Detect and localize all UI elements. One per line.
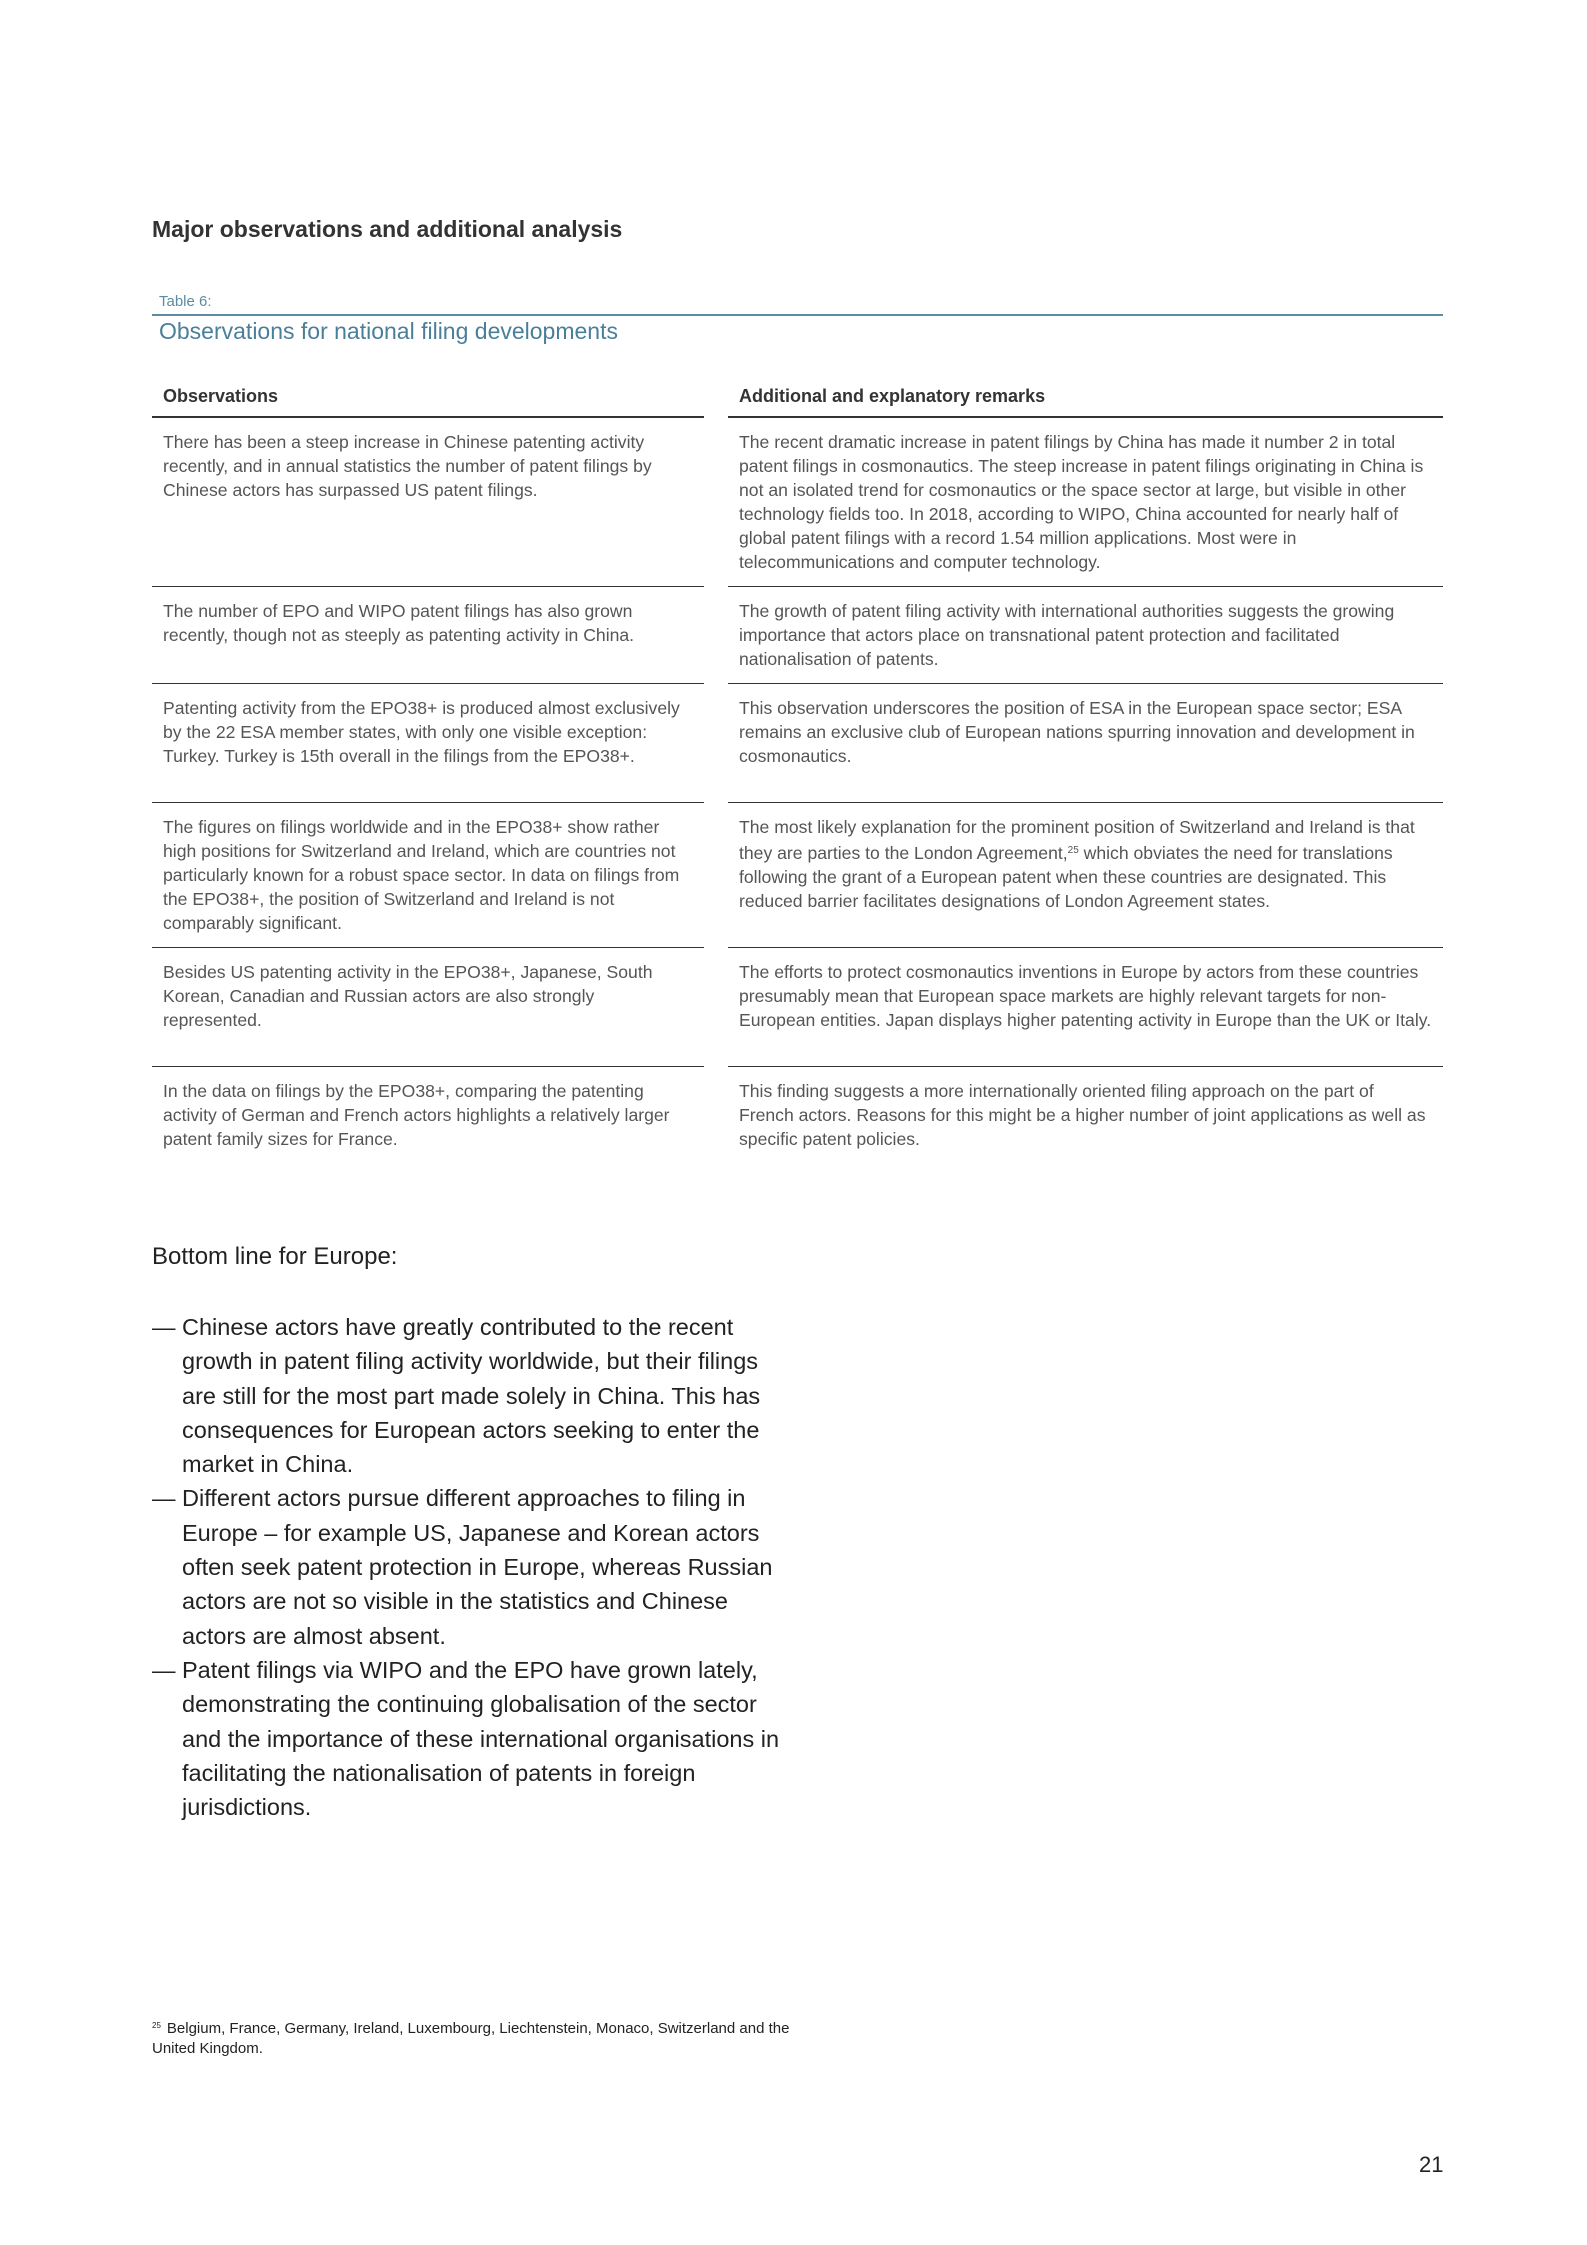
table-header-row [152,381,1443,418]
table-row [152,684,1443,803]
remark-cell [728,803,1443,948]
header-observations: Observations [152,381,704,418]
footnote-text: Belgium, France, Germany, Ireland, Luxembourg, Liechtenstein, Monaco, Switzerland and the United Kingdom. [152,2020,790,2057]
table-label: Table 6: [159,293,212,310]
table-title: Observations for national filing developments [159,318,618,344]
observation-cell: Patenting activity from the EPO38+ is produced almost exclusively by the 22 ESA member states, with only one visible exception: Turkey. Turkey is 15th overall in the filings from the EPO38+. [152,684,704,803]
list-item-text: Patent filings via WIPO and the EPO have grown lately, demonstrating the continuing globalisation of the sector and the importance of these international organisations in facilitating the nationalisation of patents in foreign jurisdictions. [182,1656,780,1821]
table-row [152,418,1443,587]
remark-cell: This finding suggests a more internationally oriented filing approach on the part of French actors. Reasons for this might be a higher number of joint applications as well as specific patent policies. [739,1081,1426,1149]
remark-text: The most likely explanation for the prominent position of Switzerland and Ireland is that they are parties to the London Agreement, [739,817,1415,863]
list-item [152,1481,792,1652]
footnote-reference: 25 [1067,845,1079,856]
dash-bullet-icon: — [152,1656,176,1683]
bottom-line-list [152,1310,792,1824]
observations-table [152,381,1443,1163]
remark-cell: The recent dramatic increase in patent filings by China has made it number 2 in total patent filings in cosmonautics. The steep increase in patent filings originating in China is not an isolated trend for cosmonautics or the space sector at large, but visible in other technology fields too. In 2018, according to WIPO, China accounted for nearly half of global patent filings with a record 1.54 million applications. Most were in telecommunications and computer technology. [728,418,1443,587]
table-row [152,803,1443,948]
observation-cell: In the data on filings by the EPO38+, comparing the patenting activity of German and French actors highlights a relatively larger patent family sizes for France. [163,1081,670,1149]
observation-cell: Besides US patenting activity in the EPO38+, Japanese, South Korean, Canadian and Russian actors are also strongly represented. [152,948,704,1067]
remark-cell: The efforts to protect cosmonautics inventions in Europe by actors from these countries presumably mean that European space markets are highly relevant targets for non-European entities. Japan displays higher patenting activity in Europe than the UK or Italy. [728,948,1443,1067]
list-item-text: Different actors pursue different approaches to filing in Europe – for example US, Japanese and Korean actors often seek patent protection in Europe, whereas Russian actors are not so visible in the statistics and Chinese actors are almost absent. [182,1485,773,1649]
observation-cell: The figures on filings worldwide and in the EPO38+ show rather high positions for Switzerland and Ireland, which are countries not particularly known for a robust space sector. In data on filings from the EPO38+, the position of Switzerland and Ireland is not comparably significant. [152,803,704,948]
footnote-marker: 25 [152,2021,161,2030]
table-row [152,948,1443,1067]
observation-cell: The number of EPO and WIPO patent filings has also grown recently, though not as steeply as patenting activity in China. [152,587,704,684]
list-item-text: Chinese actors have greatly contributed to the recent growth in patent filing activity worldwide, but their filings are still for the most part made solely in China. This has consequences for European actors seeking to enter the market in China. [182,1314,761,1478]
table-row [152,1067,1443,1163]
dash-bullet-icon: — [152,1485,176,1512]
remark-cell: The growth of patent filing activity with international authorities suggests the growing importance that actors place on transnational patent protection and facilitated nationalisation of patents. [728,587,1443,684]
remark-text: which obviates the need for translations following the grant of a European patent when these countries are designated. This reduced barrier facilitates designations of London Agreement states. [739,843,1393,911]
footnote [152,2016,792,2059]
list-item [152,1653,792,1824]
observation-cell: There has been a steep increase in Chinese patenting activity recently, and in annual statistics the number of patent filings by Chinese actors has surpassed US patent filings. [152,418,704,587]
page-number: 21 [1419,2152,1444,2177]
section-heading: Major observations and additional analysis [152,216,623,242]
remark-cell: This observation underscores the position of ESA in the European space sector; ESA remains an exclusive club of European nations spurring innovation and development in cosmonautics. [728,684,1443,803]
table-caption [152,290,1443,316]
dash-bullet-icon: — [152,1314,176,1340]
header-remarks: Additional and explanatory remarks [728,381,1443,418]
list-item [152,1310,792,1481]
table-row [152,587,1443,684]
bottom-line-heading: Bottom line for Europe: [152,1243,398,1270]
